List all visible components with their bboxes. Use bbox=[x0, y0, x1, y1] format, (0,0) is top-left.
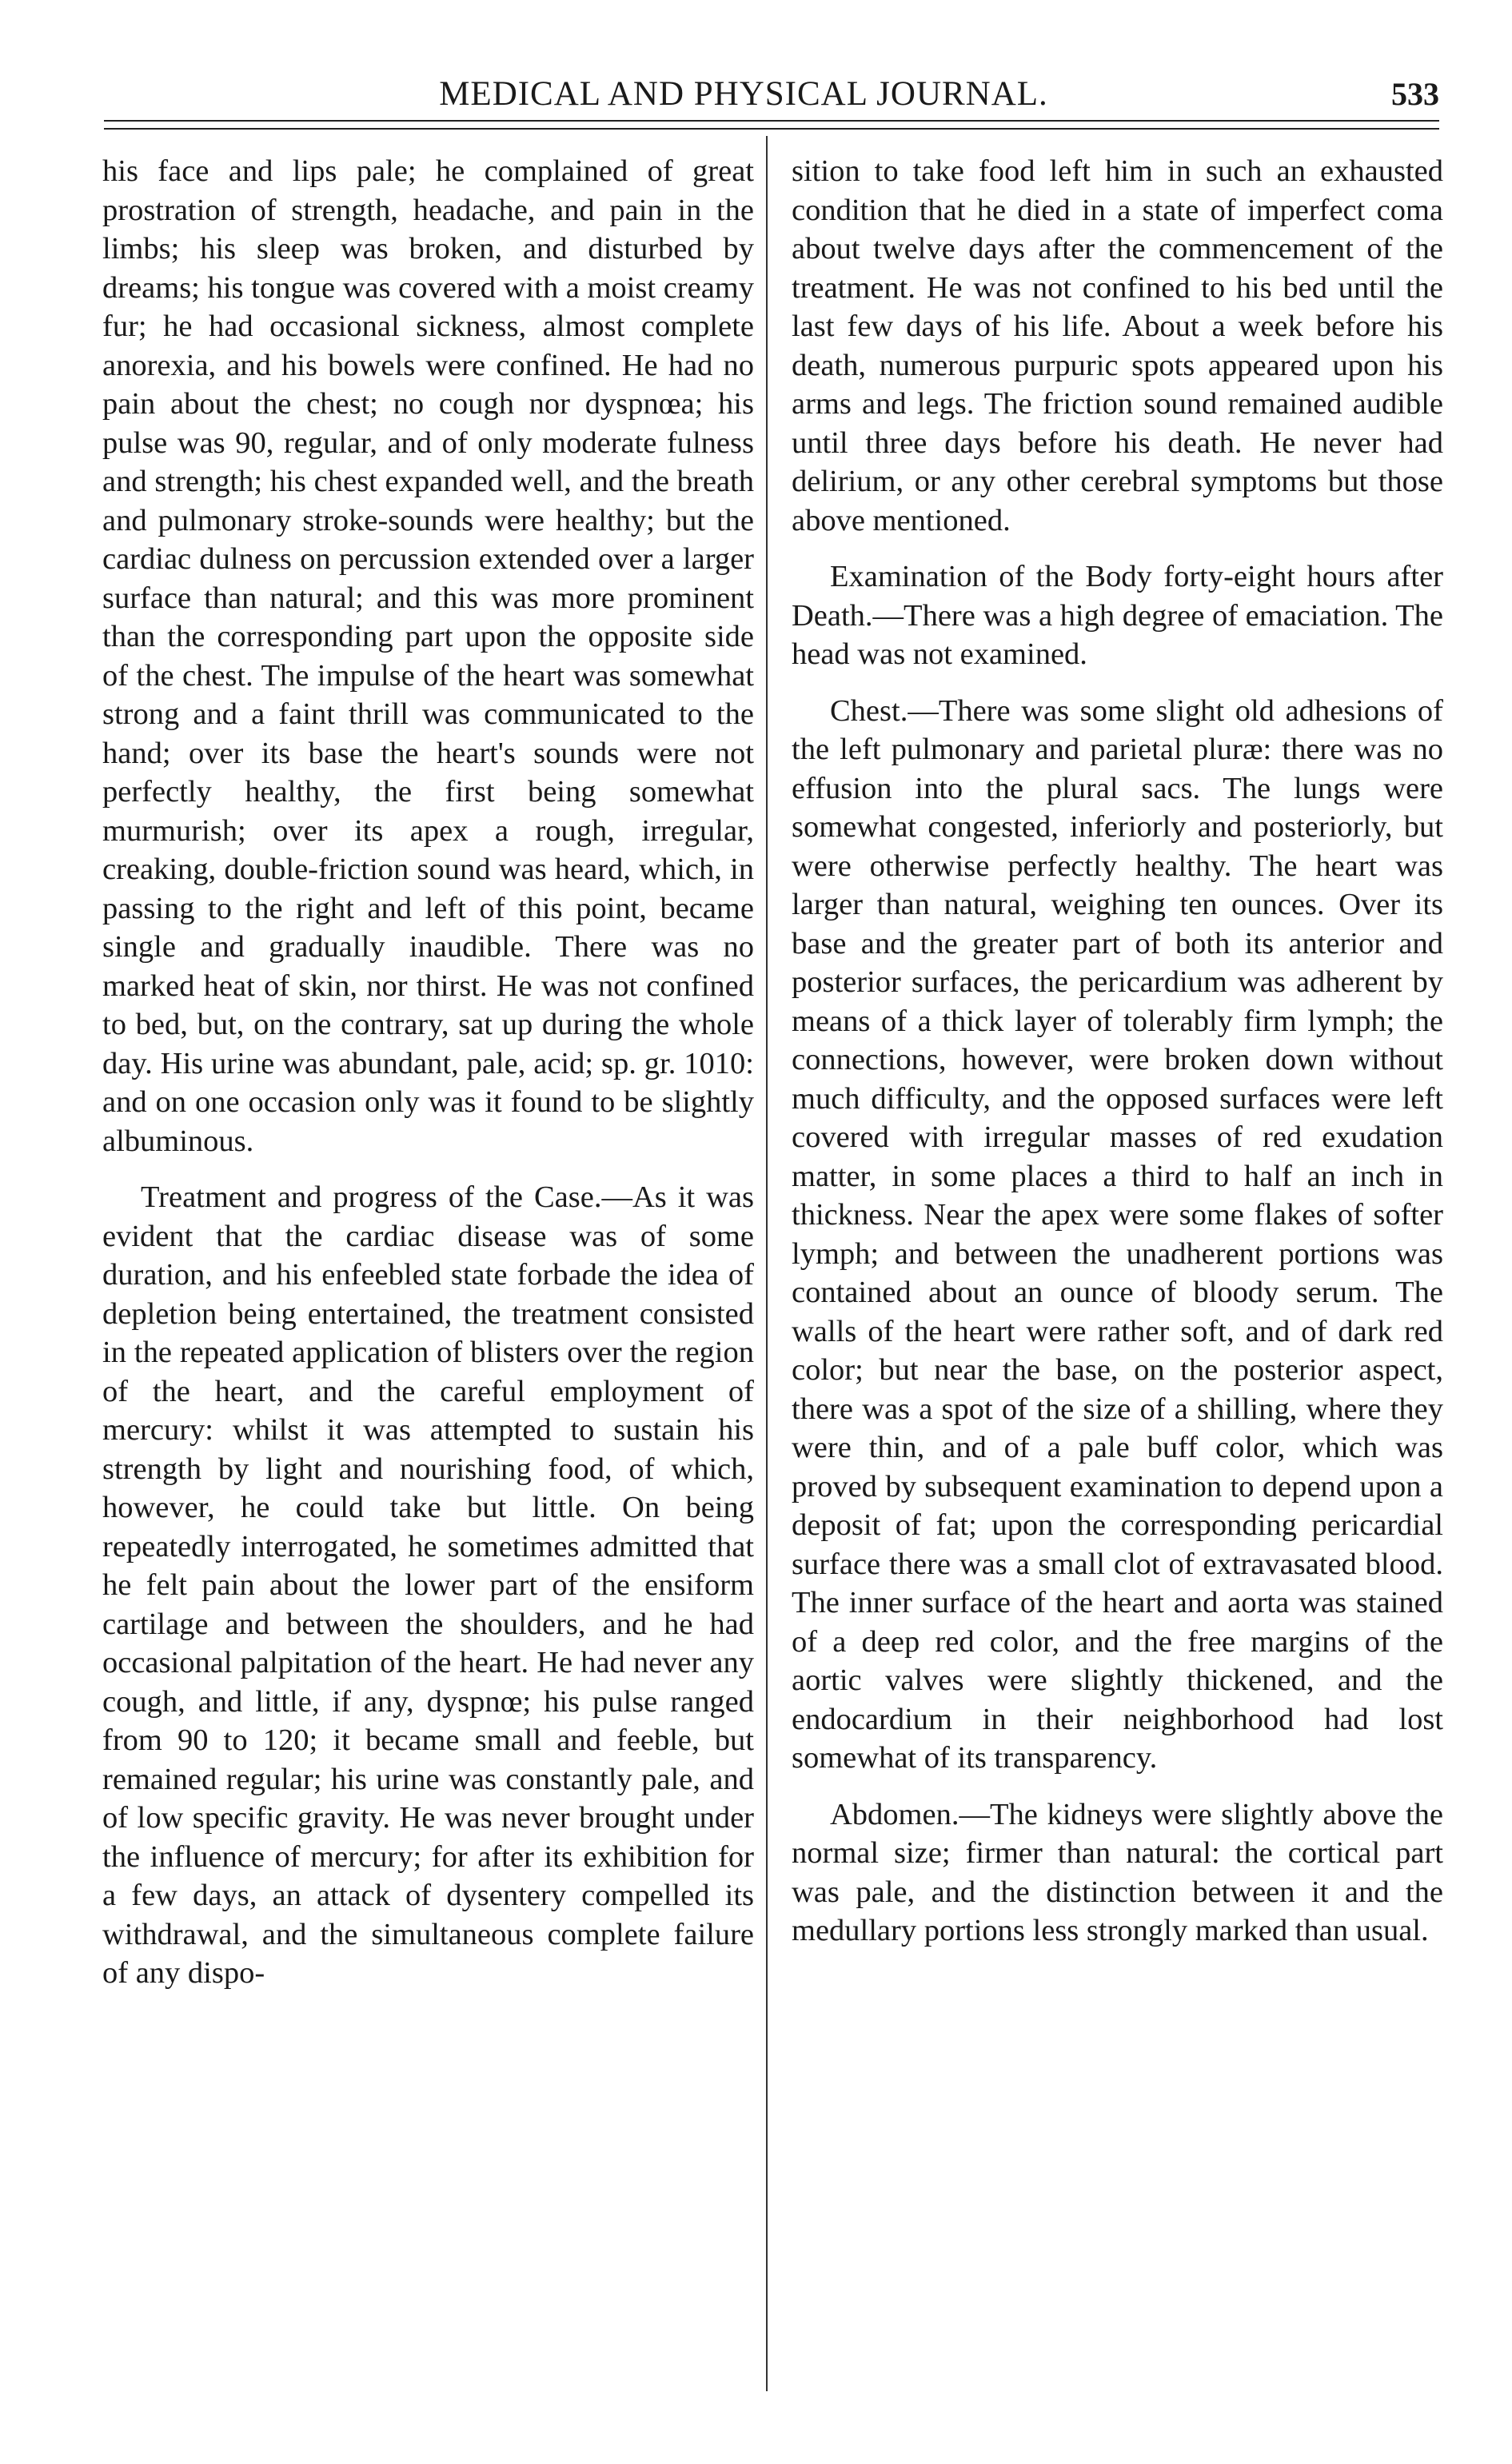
header-rule-top bbox=[104, 120, 1439, 122]
page-header bbox=[104, 70, 1439, 118]
running-title: MEDICAL AND PHYSICAL JOURNAL. bbox=[439, 75, 1048, 113]
left-paragraph-1: his face and lips pale; he complained of great prostration of strength, headache, and pain in the limbs; his sleep was broken, and disturbed by dreams; his tongue was covered with a moist creamy fur; he had occasional sickness, almost complete anorexia, and his bowels were confined. He had no pain about the chest; no cough nor dyspnœa; his pulse was 90, regular, and of only moderate fulness and strength; his chest expanded well, and the breath and pulmonary stroke-sounds were healthy; but the cardiac dulness on percussion extended over a larger surface than natural; and this was more prominent than the corresponding part upon the opposite side of the chest. The impulse of the heart was somewhat strong and a faint thrill was communicated to the hand; over its base the heart's sounds were not perfectly healthy, the first being somewhat murmurish; over its apex a rough, irregular, creaking, double-friction sound was heard, which, in passing to the right and left of this point, became single and gradually inaudible. There was no marked heat of skin, nor thirst. He was not confined to bed, but, on the contrary, sat up during the whole day. His urine was abundant, pale, acid; sp. gr. 1010: and on one occasion only was it found to be slightly albuminous. bbox=[102, 154, 754, 1158]
column-divider bbox=[766, 136, 768, 2391]
right-column bbox=[792, 152, 1443, 1968]
left-paragraph-2: Treatment and progress of the Case.—As it was evident that the cardiac disease was of some duration, and his enfeebled state forbade the idea of depletion being entertained, the treatment consisted in the repeated application of blisters over the region of the heart, and the careful employment of mercury: whilst it was attempted to sustain his strength by light and nourishing food, of which, however, he could take but little. On being repeatedly interrogated, he sometimes admitted that he felt pain about the lower part of the ensiform cartilage and between the shoulders, and he had occasional palpitation of the heart. He had never any cough, and little, if any, dyspnœ; his pulse ranged from 90 to 120; it became small and feeble, but remained regular; his urine was constantly pale, and of low specific gravity. He was never brought under the influence of mercury; for after its exhibition for a few days, an attack of dysentery compelled its withdrawal, and the simultaneous complete failure of any dispo- bbox=[102, 1180, 754, 1990]
left-column bbox=[102, 152, 754, 2011]
right-paragraph-3: Chest.—There was some slight old adhesions of the left pulmonary and parietal pluræ: there was no effusion into the plural sacs. The lungs were somewhat congested, inferiorly and posteriorly, but were otherwise perfectly healthy. The heart was larger than natural, weighing ten ounces. Over its base and the greater part of both its anterior and posterior surfaces, the pericardium was adherent by means of a thick layer of tolerably firm lymph; the connections, however, were broken down without much difficulty, and the opposed surfaces were left covered with irregular masses of red exudation matter, in some places a third to half an inch in thickness. Near the apex were some flakes of softer lymph; and between the unadherent portions was contained about an ounce of bloody serum. The walls of the heart were rather soft, and of dark red color; but near the base, on the posterior aspect, there was a spot of the size of a shilling, where they were thin, and of a pale buff color, which was proved by subsequent examination to depend upon a deposit of fat; upon the corresponding pericardial surface there was a small clot of extravasated blood. The inner surface of the heart and aorta was stained of a deep red color, and the free margins of the aortic valves were slightly thickened, and the endocardium in their neighborhood had lost somewhat of its transparency. bbox=[792, 693, 1443, 1775]
right-paragraph-4: Abdomen.—The kidneys were slightly above the normal size; firmer than natural: the cortical part was pale, and the distinction between it and the medullary portions less strongly marked than usual. bbox=[792, 1797, 1443, 1947]
page-number: 533 bbox=[1391, 76, 1439, 112]
right-paragraph-1: sition to take food left him in such an exhausted condition that he died in a state of imperfect coma about twelve days after the commencement of the treatment. He was not confined to his bed until the last few days of his life. About a week before his death, numerous purpuric spots appeared upon his arms and legs. The friction sound remained audible until three days before his death. He never had delirium, or any other cerebral symptoms but those above mentioned. bbox=[792, 154, 1443, 537]
right-paragraph-2: Examination of the Body forty-eight hours after Death.—There was a high degree of emaciation. The head was not examined. bbox=[792, 560, 1443, 671]
header-rule-bottom bbox=[104, 128, 1439, 130]
